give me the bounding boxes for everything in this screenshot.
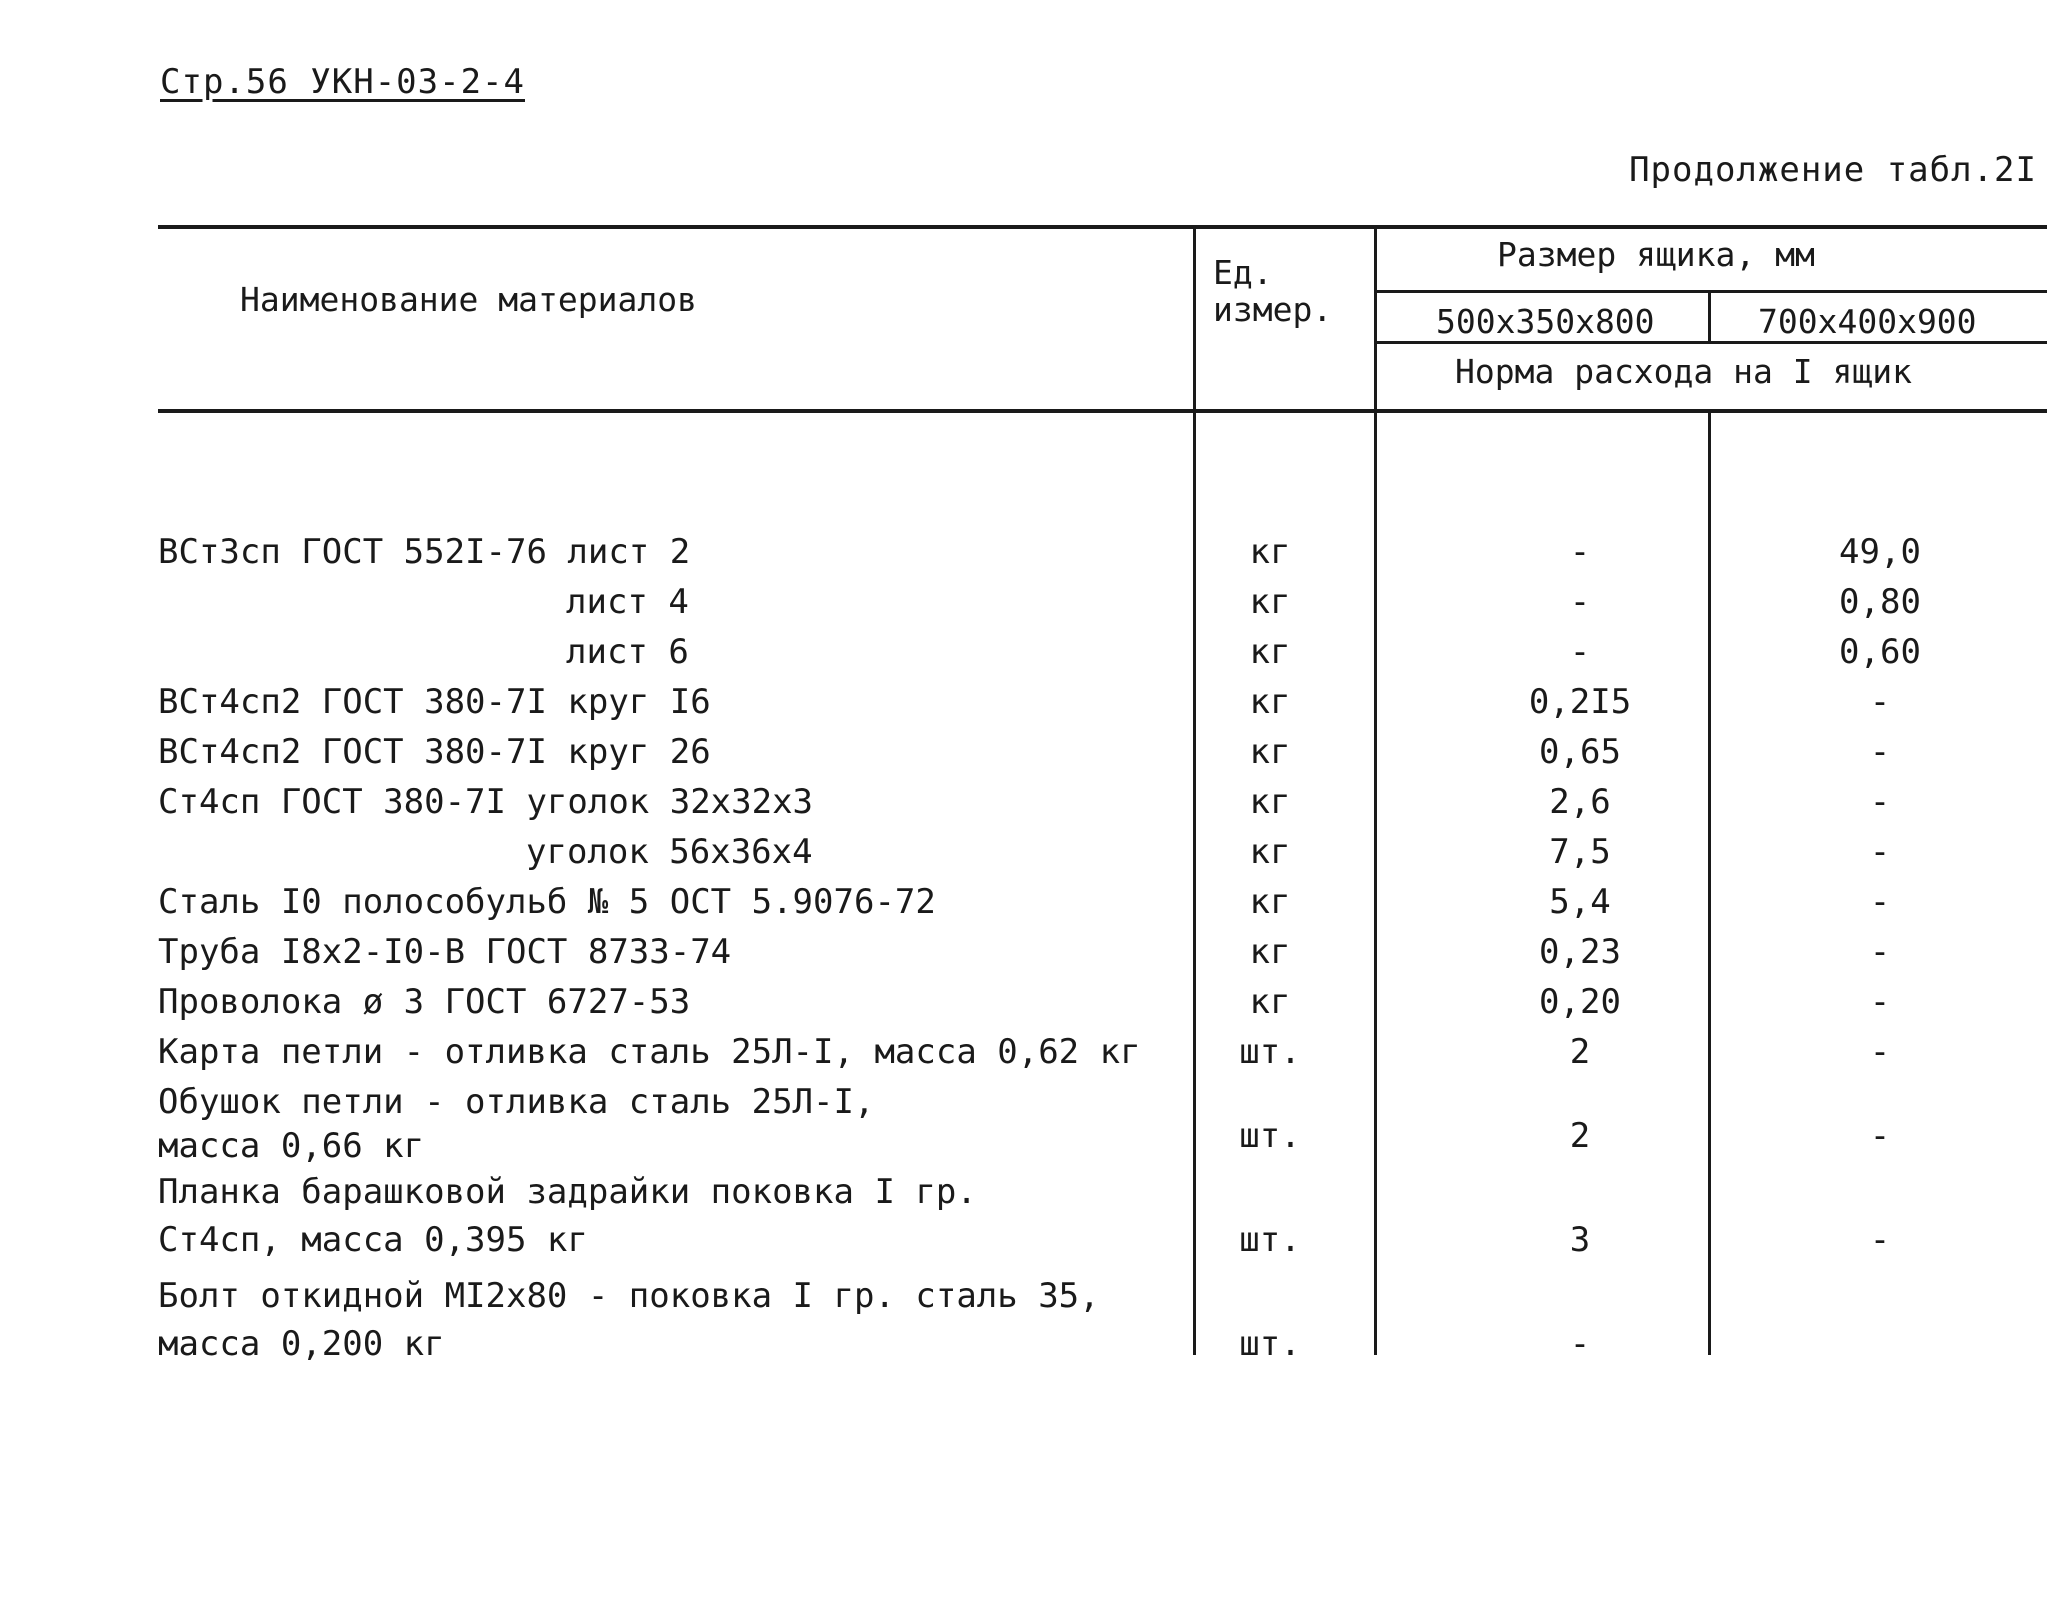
size-2-cell: -: [1869, 782, 1891, 822]
size-2-cell: 49,0: [1839, 532, 1921, 572]
size-1-cell: -: [1569, 1324, 1591, 1364]
material-name: лист 6: [566, 632, 689, 672]
table-row: [0, 782, 2047, 832]
table-row: [0, 832, 2047, 882]
table-header-bottom-rule: [158, 409, 2047, 413]
material-name-line2: масса 0,200 кг: [158, 1324, 445, 1364]
size-2-cell: 0,60: [1839, 632, 1921, 672]
size-1-cell: -: [1569, 582, 1591, 622]
table-continuation-label: Продолжение табл.2I: [1629, 150, 2037, 190]
unit-cell: кг: [1249, 982, 1291, 1022]
column-header-name: Наименование материалов: [240, 280, 697, 319]
table-row: [0, 982, 2047, 1032]
page-header: Стр.56 УКН-03-2-4: [160, 62, 525, 102]
column-header-unit-line1: Ед.: [1213, 253, 1273, 292]
table-row: [0, 582, 2047, 632]
column-header-unit-line2: измер.: [1213, 290, 1333, 329]
table-row: [0, 532, 2047, 582]
size-2-cell: -: [1869, 932, 1891, 972]
size-2-cell: -: [1869, 682, 1891, 722]
table-row: [0, 632, 2047, 682]
unit-cell: кг: [1249, 532, 1291, 572]
size-1-cell: -: [1569, 532, 1591, 572]
column-header-box-size: Размер ящика, мм: [1497, 235, 1815, 274]
size-2-cell: 0,80: [1839, 582, 1921, 622]
unit-cell: шт.: [1239, 1116, 1301, 1156]
size-2-cell: -: [1869, 732, 1891, 772]
size-1-cell: -: [1569, 632, 1591, 672]
table-row: [0, 1032, 2047, 1082]
norm-header-rule: [1374, 341, 2047, 344]
material-name: ВСт4сп2 ГОСТ 380-7I круг I6: [158, 682, 711, 722]
material-name-line2: Ст4сп, масса 0,395 кг: [158, 1220, 588, 1260]
size-1-cell: 2,6: [1549, 782, 1611, 822]
material-name: Проволока ø 3 ГОСТ 6727-53: [158, 982, 691, 1022]
table-row: [0, 932, 2047, 982]
column-header-size-1: 500x350x800: [1436, 302, 1655, 341]
size-1-cell: 2: [1569, 1032, 1591, 1072]
size-1-cell: 0,20: [1539, 982, 1621, 1022]
size-1-cell: 0,65: [1539, 732, 1621, 772]
table-top-rule: [158, 225, 2047, 229]
unit-cell: кг: [1249, 782, 1291, 822]
unit-cell: кг: [1249, 932, 1291, 972]
unit-cell: кг: [1249, 682, 1291, 722]
material-name: Обушок петли - отливка сталь 25Л-I,: [158, 1082, 875, 1122]
material-name: ВСт3сп ГОСТ 552I-76 лист 2: [158, 532, 691, 572]
material-name: Болт откидной МI2x80 - поковка I гр. сталь 35,: [158, 1276, 1100, 1316]
material-name: Труба I8x2-I0-В ГОСТ 8733-74: [158, 932, 732, 972]
unit-cell: шт.: [1239, 1032, 1301, 1072]
size-2-cell: -: [1869, 1032, 1891, 1072]
material-name: ВСт4сп2 ГОСТ 380-7I круг 26: [158, 732, 711, 772]
size-2-cell: -: [1869, 882, 1891, 922]
material-name: лист 4: [566, 582, 689, 622]
material-name-line2: масса 0,66 кг: [158, 1126, 425, 1166]
size-1-cell: 3: [1569, 1220, 1591, 1260]
size-1-cell: 2: [1569, 1116, 1591, 1156]
unit-cell: кг: [1249, 582, 1291, 622]
size-2-cell: -: [1869, 982, 1891, 1022]
unit-cell: кг: [1249, 882, 1291, 922]
table-row: [0, 1172, 2047, 1262]
material-name: Планка барашковой задрайки поковка I гр.: [158, 1172, 977, 1212]
table-row: [0, 732, 2047, 782]
size-2-cell: -: [1869, 832, 1891, 872]
size-2-cell: -: [1869, 1116, 1891, 1156]
table-row: [0, 882, 2047, 932]
table-row: [0, 1082, 2047, 1172]
column-header-size-2: 700x400x900: [1758, 302, 1977, 341]
column-header-norm: Норма расхода на I ящик: [1455, 352, 1912, 391]
table-row: [0, 682, 2047, 732]
unit-cell: шт.: [1239, 1220, 1301, 1260]
size-2-cell: -: [1869, 1220, 1891, 1260]
unit-cell: кг: [1249, 832, 1291, 872]
size-1-cell: 0,2I5: [1528, 682, 1632, 722]
size-1-cell: 7,5: [1549, 832, 1611, 872]
unit-cell: кг: [1249, 632, 1291, 672]
unit-cell: кг: [1249, 732, 1291, 772]
material-name: Карта петли - отливка сталь 25Л-I, масса 0,62 кг: [158, 1032, 1141, 1072]
material-name: уголок 56x36x4: [526, 832, 813, 872]
unit-cell: шт.: [1239, 1324, 1301, 1364]
size-1-cell: 0,23: [1539, 932, 1621, 972]
material-name: Сталь I0 полособульб № 5 ОСТ 5.9076-72: [158, 882, 936, 922]
material-name: Ст4сп ГОСТ 380-7I уголок 32x32x3: [158, 782, 814, 822]
size-1-cell: 5,4: [1549, 882, 1611, 922]
table-row: [0, 1276, 2047, 1366]
size-split-header-rule: [1708, 290, 1711, 341]
